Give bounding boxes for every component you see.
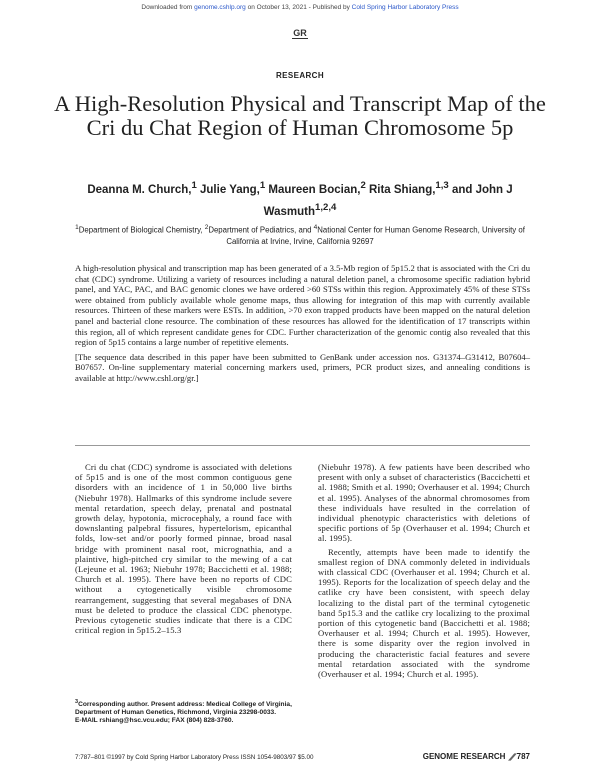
- affil-1-sup: 1: [75, 224, 79, 231]
- affil-1: Department of Biological Chemistry,: [78, 225, 205, 235]
- body-column-left: [75, 462, 292, 635]
- correspondence-note: [75, 698, 292, 725]
- corr-text: Corresponding author. Present address: Medical College of Virginia, Department of Human Genetics, Richmond, Virginia 23298-0033.: [75, 701, 292, 717]
- footer-journal: [423, 752, 530, 761]
- body-paragraph: Cri du chat (CDC) syndrome is associated with deletions of 5p15 and is one of the most common contiguous gene disorders with an incidence of 1 in 50,000 live births (Niebuhr 1978). Hallmarks of this syndrome include severe mental retardation, speech delay, prenatal and postnatal growth delay, hypotonia, microcephaly, a round face with downslanting palpebral fissures, hypertelorism, epicanthal folds, low-set and/or poorly formed pinnae, broad nasal bridge with prominent nasal root, micrognathia, and a plaintive, high-pitched cry similar to the mewing of a cat (Lejeune et al. 1963; Niebuhr 1978; Baccichetti et al. 1988; Church et al. 1995). There have been no reports of CDC without a cytogenetically visible chromosome rearrangement, suggesting that several megabases of DNA must be deleted to produce the classical CDC phenotype. Previous cytogenetic studies indicate that there is a CDC critical region in 5p15.2–15.3: [75, 462, 292, 636]
- journal-mark-icon: [508, 753, 517, 761]
- body-paragraph: (Niebuhr 1978). A few patients have been described who present with only a subset of characteristics (Baccichetti et al. 1988; Smith et al. 1990; Overhauser et al. 1994; Church et al. 1995). Analyses of the abnormal chromosomes from these individuals have resulted in the correlation of individual phenotypic characteristics with deletions of specific portions of 5p (Overhauser et al. 1994; Church et al. 1995).: [318, 462, 530, 544]
- abstract: [75, 263, 530, 384]
- logo-text: GR: [293, 28, 307, 38]
- download-prefix: Downloaded from: [141, 4, 195, 11]
- body-column-right: [318, 462, 530, 679]
- author-shiang: Rita Shiang,: [365, 183, 436, 196]
- affil-4-sup: 4: [313, 224, 318, 231]
- author-list: [60, 177, 540, 221]
- affil-2: Department of Pediatrics, and: [208, 225, 314, 235]
- corr-sup: 3: [75, 699, 79, 705]
- corr-email: E-MAIL rshiang@hsc.vcu.edu; FAX (804) 828-3760.: [75, 717, 234, 725]
- download-notice: [0, 4, 600, 11]
- author-yang: Julie Yang,: [196, 183, 260, 196]
- footer-page-number: 787: [516, 752, 530, 761]
- section-label: RESEARCH: [275, 71, 325, 80]
- divider: [75, 445, 530, 446]
- body-paragraph: Recently, attempts have been made to identify the smallest region of DNA commonly deleted in individuals with classical CDC (Overhauser et al. 1994; Church et al. 1995). Reports for the localization of speech delay and the catlike cry have been consistent, with speech delay localizing to the distal part of the terminal cytogenetic band 5p15.3 and the catlike cry localizing to the proximal portion of this cytogenetic band (Baccichetti et al. 1988; Overhauser et al. 1994; Church et al. 1995). However, there is some disparity over the region involved in producing the characteristic facial features and severe mental retardation associated with the syndrome (Overhauser et al. 1994; Church et al. 1995).: [318, 546, 530, 680]
- affil-4: National Center for Human Genome Research, University of California at Irvine, Irvine, California 92697: [226, 225, 525, 246]
- paper-title: A High-Resolution Physical and Transcript Map of the Cri du Chat Region of Human Chromosome 5p: [54, 91, 546, 140]
- author-wasmuth: and John J Wasmuth: [263, 183, 513, 218]
- data-note: [The sequence data described in this paper have been submitted to GenBank under accession nos. G31374–G31412, B07604–B07657. On-line supplementary material concerning markers used, primers, PCR product sizes, and annealing conditions is available at http://www.cshl.org/gr.]: [75, 351, 530, 383]
- download-middle: on October 13, 2021 - Published by: [245, 4, 352, 11]
- author-church-sup: 1: [191, 180, 197, 191]
- author-shiang-sup: 1,3: [435, 180, 449, 191]
- footer-citation: 7:787–801 ©1997 by Cold Spring Harbor Laboratory Press ISSN 1054-9803/97 $5.00: [75, 754, 314, 761]
- abstract-text: A high-resolution physical and transcription map has been generated of a 3.5-Mb region of 5p15.2 that is associated with the Cri du chat (CDC) syndrome. Utilizing a variety of resources including a natural deletion panel, a chromosome specific radiation hybrid panel, and YAC, PAC, and BAC genomic clones we have ordered >60 STSs within this region. Approximately 45% of these STSs were obtained from publicly available whole genome maps, thus allowing for integration of this map with currently available resources. Thirteen of these markers were ESTs. In addition, >70 exon trapped products have been mapped on the natural deletion panel and bacterial clone resource. The combination of these resources has allowed for the identification of 17 transcripts within this region, all of which represent candidate genes for CDC. Further characterization of the genomic contig also revealed that this region of 5p15 contains a large number of repetitive elements.: [75, 263, 530, 348]
- publisher-link[interactable]: Cold Spring Harbor Laboratory Press: [351, 4, 459, 11]
- journal-logo: [0, 28, 600, 39]
- author-wasmuth-sup: 1,2,4: [315, 201, 337, 213]
- author-bocian-sup: 2: [360, 180, 366, 191]
- affil-2-sup: 2: [204, 224, 209, 231]
- author-church: Deanna M. Church,: [87, 183, 192, 196]
- site-link[interactable]: genome.cshlp.org: [194, 4, 246, 11]
- affiliations: [70, 222, 530, 247]
- author-yang-sup: 1: [259, 180, 266, 191]
- footer-journal-name: GENOME RESEARCH: [422, 752, 506, 761]
- author-bocian: Maureen Bocian,: [265, 183, 361, 196]
